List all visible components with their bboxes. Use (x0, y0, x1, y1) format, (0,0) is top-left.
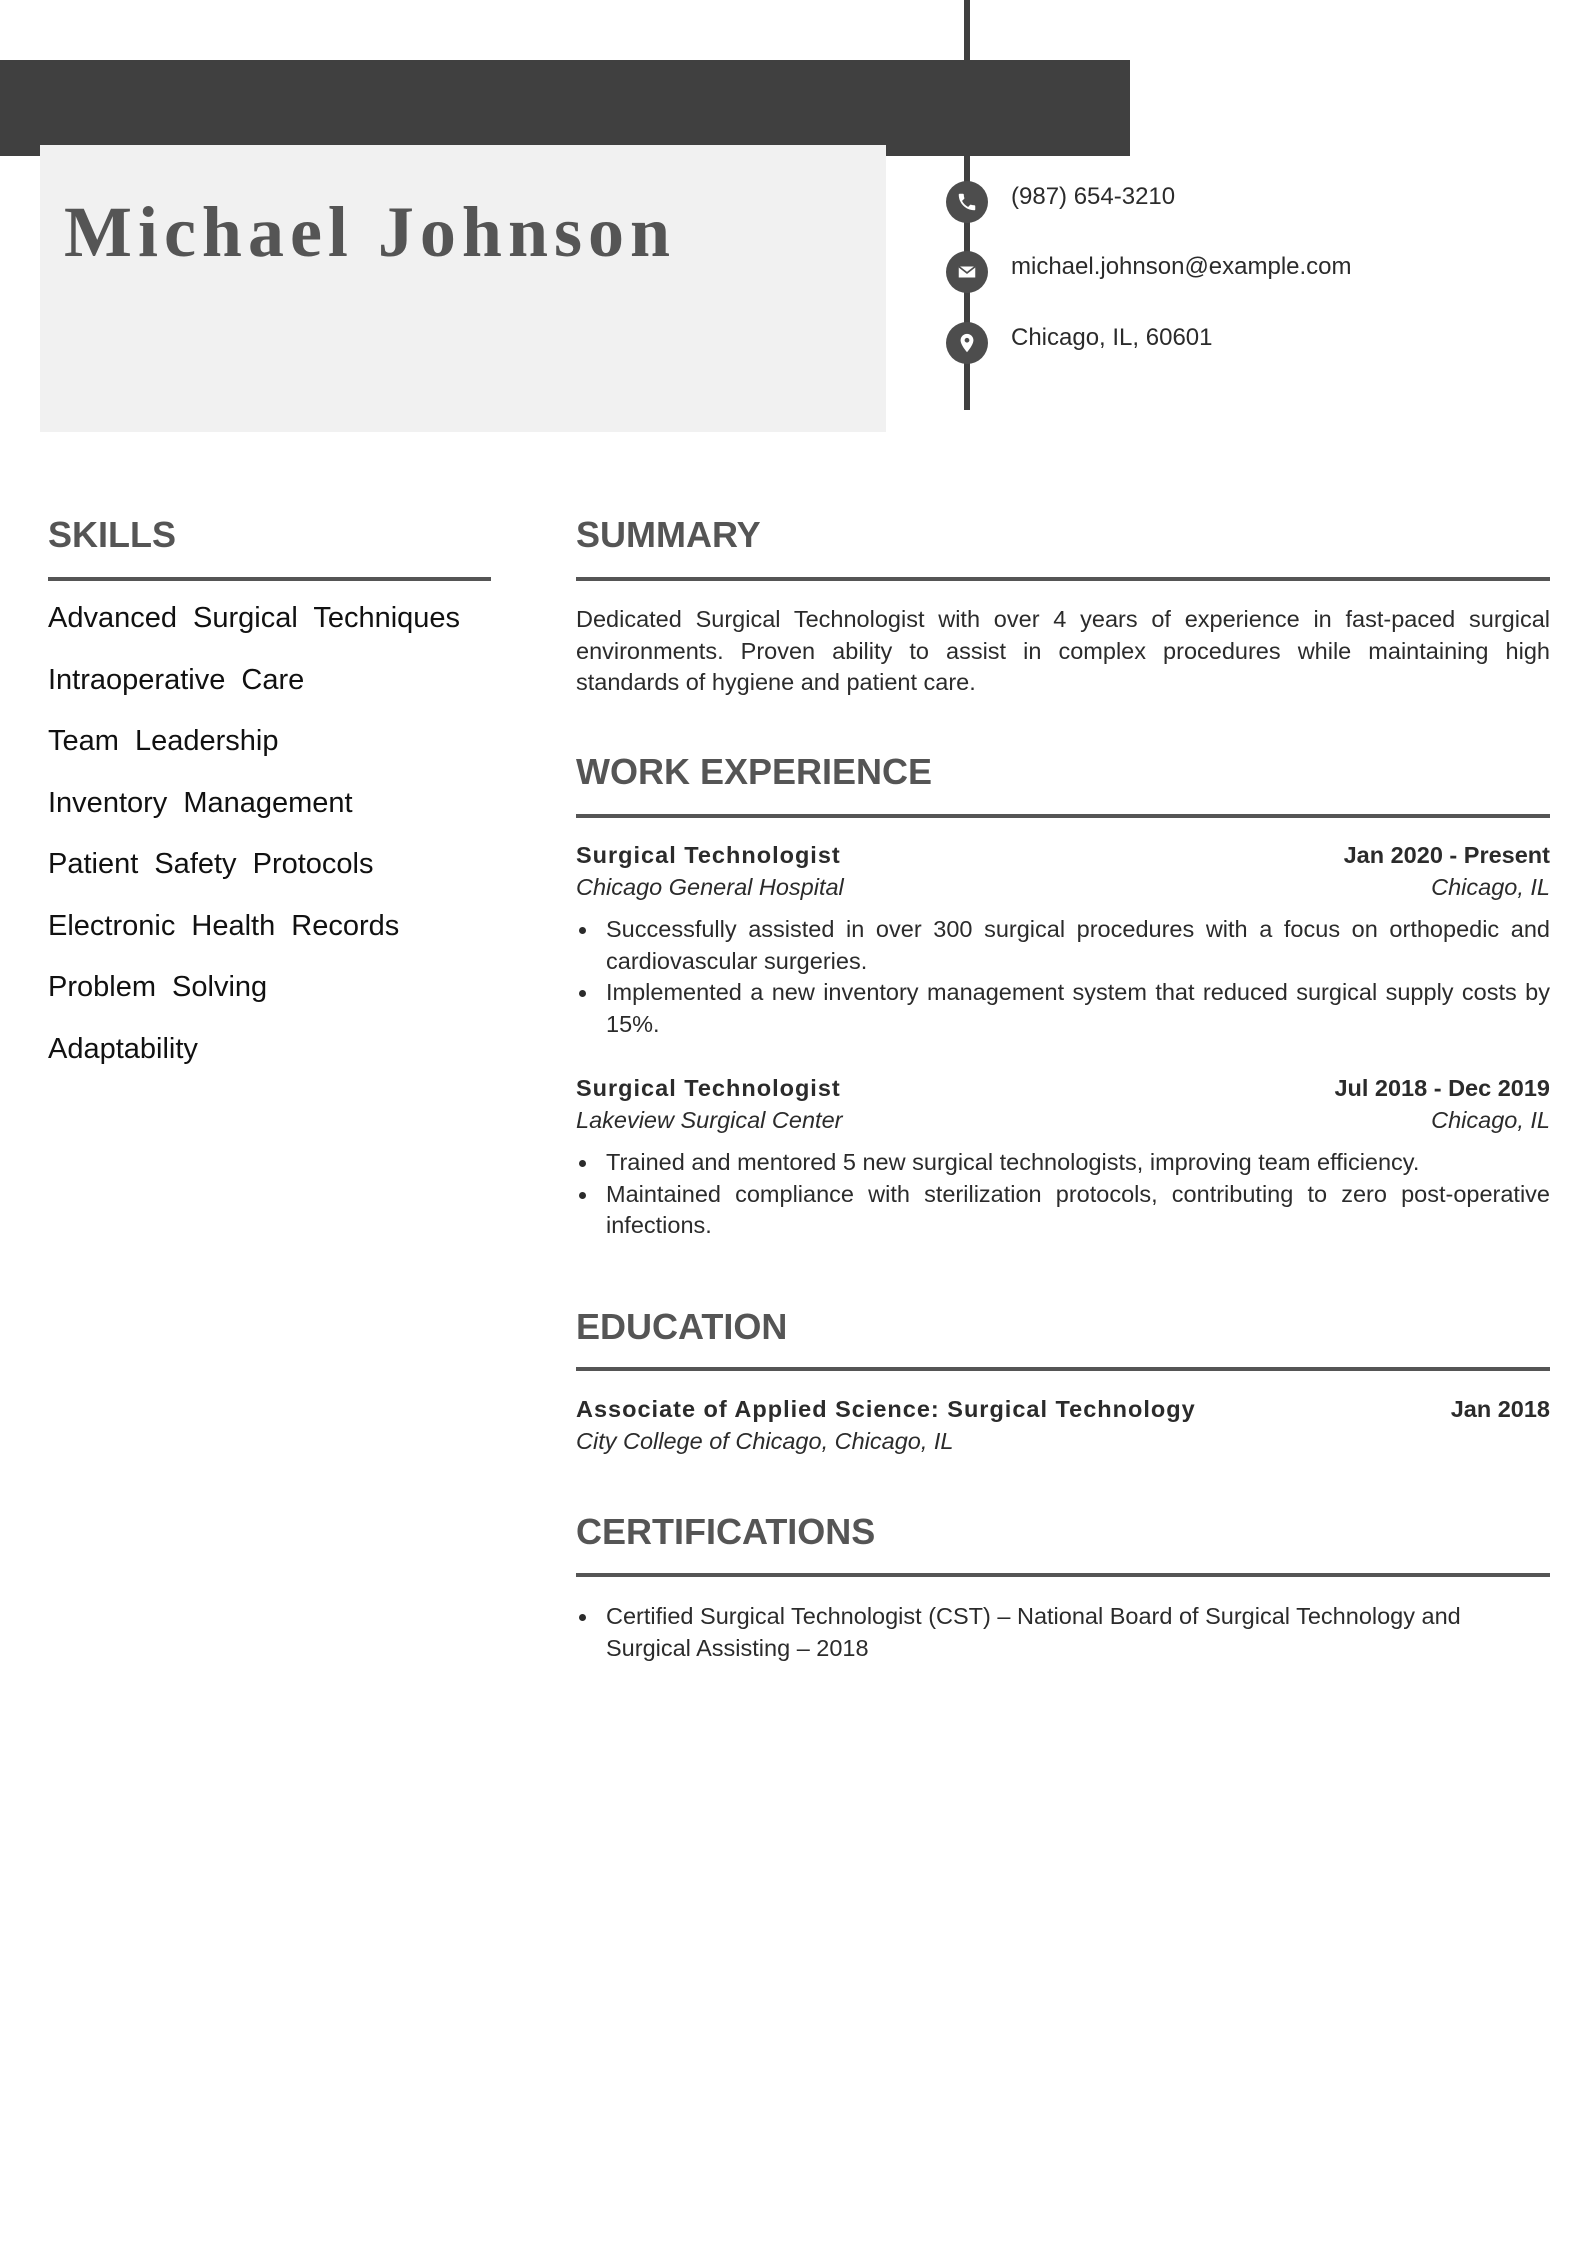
certifications-heading: CERTIFICATIONS (576, 1511, 876, 1552)
summary-heading: SUMMARY (576, 514, 761, 555)
job-dates: Jan 2020 - Present (1343, 842, 1550, 868)
job-header (576, 844, 1550, 868)
certification-item: Certified Surgical Technologist (CST) – National Board of Surgical Technology and Surgical Assisting – 2018 (576, 1601, 1516, 1664)
degree-name: Associate of Applied Science: Surgical Technology (576, 1396, 1196, 1422)
header-bar (0, 60, 1130, 156)
skill-item: Patient Safety Protocols (48, 848, 374, 880)
job-employer: Lakeview Surgical Center (576, 1107, 843, 1133)
skill-item: Advanced Surgical Techniques (48, 602, 461, 634)
contact-phone[interactable]: (987) 654-3210 (1011, 183, 1176, 210)
job-header (576, 1077, 1550, 1101)
skills-heading: SKILLS (48, 514, 177, 555)
skill-item: Intraoperative Care (48, 663, 305, 696)
job-employer-row (576, 876, 1550, 900)
education-heading: EDUCATION (576, 1306, 788, 1347)
job-bullets (576, 1147, 1550, 1242)
education-header (576, 1398, 1550, 1422)
job-bullets (576, 914, 1550, 1040)
job-title: Surgical Technologist (576, 1075, 841, 1101)
job-bullet: Maintained compliance with sterilization protocols, contributing to zero post-operative infections. (576, 1179, 1550, 1242)
education-divider (576, 1367, 1550, 1371)
job-location: Chicago, IL (1431, 1107, 1550, 1133)
job-bullet: Implemented a new inventory management system that reduced surgical supply costs by 15%. (576, 977, 1550, 1040)
candidate-name: Michael Johnson (64, 192, 677, 272)
certifications-list (576, 1601, 1516, 1664)
name-panel (40, 145, 886, 432)
job-title: Surgical Technologist (576, 842, 841, 868)
education-school-row (576, 1430, 1550, 1454)
school-name: City College of Chicago, Chicago, IL (576, 1428, 954, 1454)
work-experience-divider (576, 814, 1550, 818)
skills-list (48, 604, 488, 1096)
envelope-icon (946, 251, 988, 293)
summary-text: Dedicated Surgical Technologist with over 4 years of experience in fast-paced surgical environments. Proven ability to assist in complex procedures while maintaining high standards of hygiene and patient care. (576, 606, 1550, 695)
degree-date: Jan 2018 (1450, 1396, 1550, 1422)
job-employer-row (576, 1109, 1550, 1133)
skill-item: Problem Solving (48, 971, 268, 1003)
work-experience-heading: WORK EXPERIENCE (576, 751, 933, 792)
skill-item: Team Leadership (48, 725, 279, 757)
summary-divider (576, 577, 1550, 581)
contact-location: Chicago, IL, 60601 (1011, 324, 1213, 351)
phone-icon (946, 181, 988, 223)
job-dates: Jul 2018 - Dec 2019 (1334, 1075, 1550, 1101)
skill-item: Electronic Health Records (48, 909, 400, 942)
skill-item: Adaptability (48, 1032, 198, 1065)
contact-email[interactable]: michael.johnson@example.com (1011, 253, 1352, 280)
job-employer: Chicago General Hospital (576, 874, 844, 900)
job-bullet: Successfully assisted in over 300 surgical procedures with a focus on orthopedic and cardiovascular surgeries. (576, 914, 1550, 977)
job-bullet: Trained and mentored 5 new surgical technologists, improving team efficiency. (576, 1147, 1550, 1179)
skill-item: Inventory Management (48, 786, 353, 819)
certifications-divider (576, 1573, 1550, 1577)
map-pin-icon (946, 322, 988, 364)
skills-divider (48, 577, 491, 581)
job-location: Chicago, IL (1431, 874, 1550, 900)
